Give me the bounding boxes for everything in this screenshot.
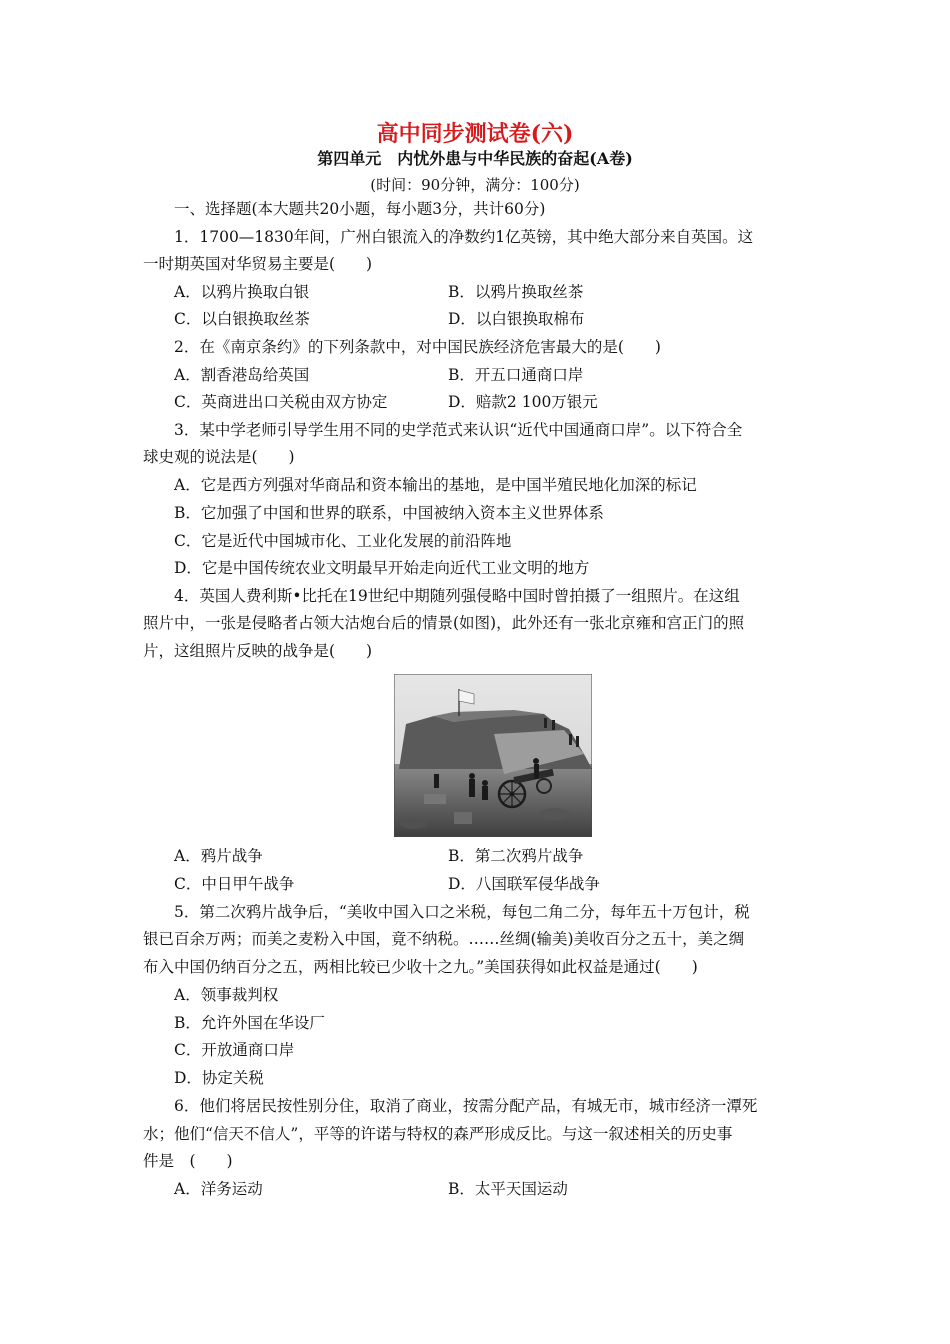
- q5-option-b: B．允许外国在华设厂: [174, 1014, 325, 1032]
- q4-option-c: C．中日甲午战争: [174, 875, 295, 893]
- q3-stem-line1: 3．某中学老师引导学生用不同的史学范式来认识“近代中国通商口岸”。以下符合全: [174, 421, 743, 439]
- exam-meta: (时间：90分钟，满分：100分): [370, 176, 580, 194]
- q2-option-b: B．开五口通商口岸: [448, 366, 584, 384]
- q6-stem-line1: 6．他们将居民按性别分住，取消了商业，按需分配产品，有城无市，城市经济一潭死: [174, 1097, 758, 1115]
- page-title: 高中同步测试卷(六): [376, 121, 574, 147]
- q3-option-b: B．它加强了中国和世界的联系，中国被纳入资本主义世界体系: [174, 504, 604, 522]
- q5-stem-line1: 5．第二次鸦片战争后，“美收中国入口之米税，每包二角二分，每年五十万包计，税: [174, 903, 750, 921]
- q1-stem-line2: 一时期英国对华贸易主要是( ): [143, 255, 373, 273]
- q3-option-a: A．它是西方列强对华商品和资本输出的基地，是中国半殖民地化加深的标记: [174, 476, 697, 494]
- q2-stem-line1: 2．在《南京条约》的下列条款中，对中国民族经济危害最大的是( ): [174, 338, 661, 356]
- q4-option-a: A．鸦片战争: [174, 847, 263, 865]
- q2-option-d: D．赔款2 100万银元: [448, 393, 598, 411]
- q6-stem-line2: 水；他们“信天不信人”，平等的许诺与特权的森严形成反比。与这一叙述相关的历史事: [143, 1125, 733, 1143]
- q5-option-d: D．协定关税: [174, 1069, 264, 1087]
- q4-stem-line2: 照片中，一张是侵略者占领大沽炮台后的情景(如图)，此外还有一张北京雍和宫正门的照: [143, 614, 745, 632]
- q6-stem-line3: 件是 ( ): [143, 1152, 233, 1170]
- q3-option-c: C．它是近代中国城市化、工业化发展的前沿阵地: [174, 532, 512, 550]
- q5-option-a: A．领事裁判权: [174, 986, 279, 1004]
- q3-option-d: D．它是中国传统农业文明最早开始走向近代工业文明的地方: [174, 559, 590, 577]
- q1-option-c: C．以白银换取丝茶: [174, 310, 310, 328]
- q5-option-c: C．开放通商口岸: [174, 1041, 295, 1059]
- q4-option-b: B．第二次鸦片战争: [448, 847, 584, 865]
- q1-option-d: D．以白银换取棉布: [448, 310, 585, 328]
- q5-stem-line3: 布入中国仍纳百分之五，两相比较已少收十之九。”美国获得如此权益是通过( ): [143, 958, 698, 976]
- q2-option-c: C．英商进出口关税由双方协定: [174, 393, 388, 411]
- q6-option-a: A．洋务运动: [174, 1180, 263, 1198]
- section-heading: 一、选择题(本大题共20小题，每小题3分，共计60分): [174, 200, 546, 218]
- q6-option-b: B．太平天国运动: [448, 1180, 568, 1198]
- q2-option-a: A．割香港岛给英国: [174, 366, 310, 384]
- q1-option-b: B．以鸦片换取丝茶: [448, 283, 584, 301]
- q4-stem-line1: 4．英国人费利斯•比托在19世纪中期随列强侵略中国时曾拍摄了一组照片。在这组: [174, 587, 740, 605]
- unit-subtitle: 第四单元 内忧外患与中华民族的奋起(A卷): [317, 149, 633, 168]
- q4-stem-line3: 片，这组照片反映的战争是( ): [143, 642, 373, 660]
- q5-stem-line2: 银已百余万两；而美之麦粉入中国，竟不纳税。……丝绸(输美)美收百分之五十，美之绸: [143, 930, 745, 948]
- q3-stem-line2: 球史观的说法是( ): [143, 448, 295, 466]
- q4-option-d: D．八国联军侵华战争: [448, 875, 600, 893]
- q1-option-a: A．以鸦片换取白银: [174, 283, 310, 301]
- taku-fort-photo: [394, 674, 592, 837]
- q1-stem-line1: 1．1700—1830年间，广州白银流入的净数约1亿英镑，其中绝大部分来自英国。这: [174, 228, 754, 246]
